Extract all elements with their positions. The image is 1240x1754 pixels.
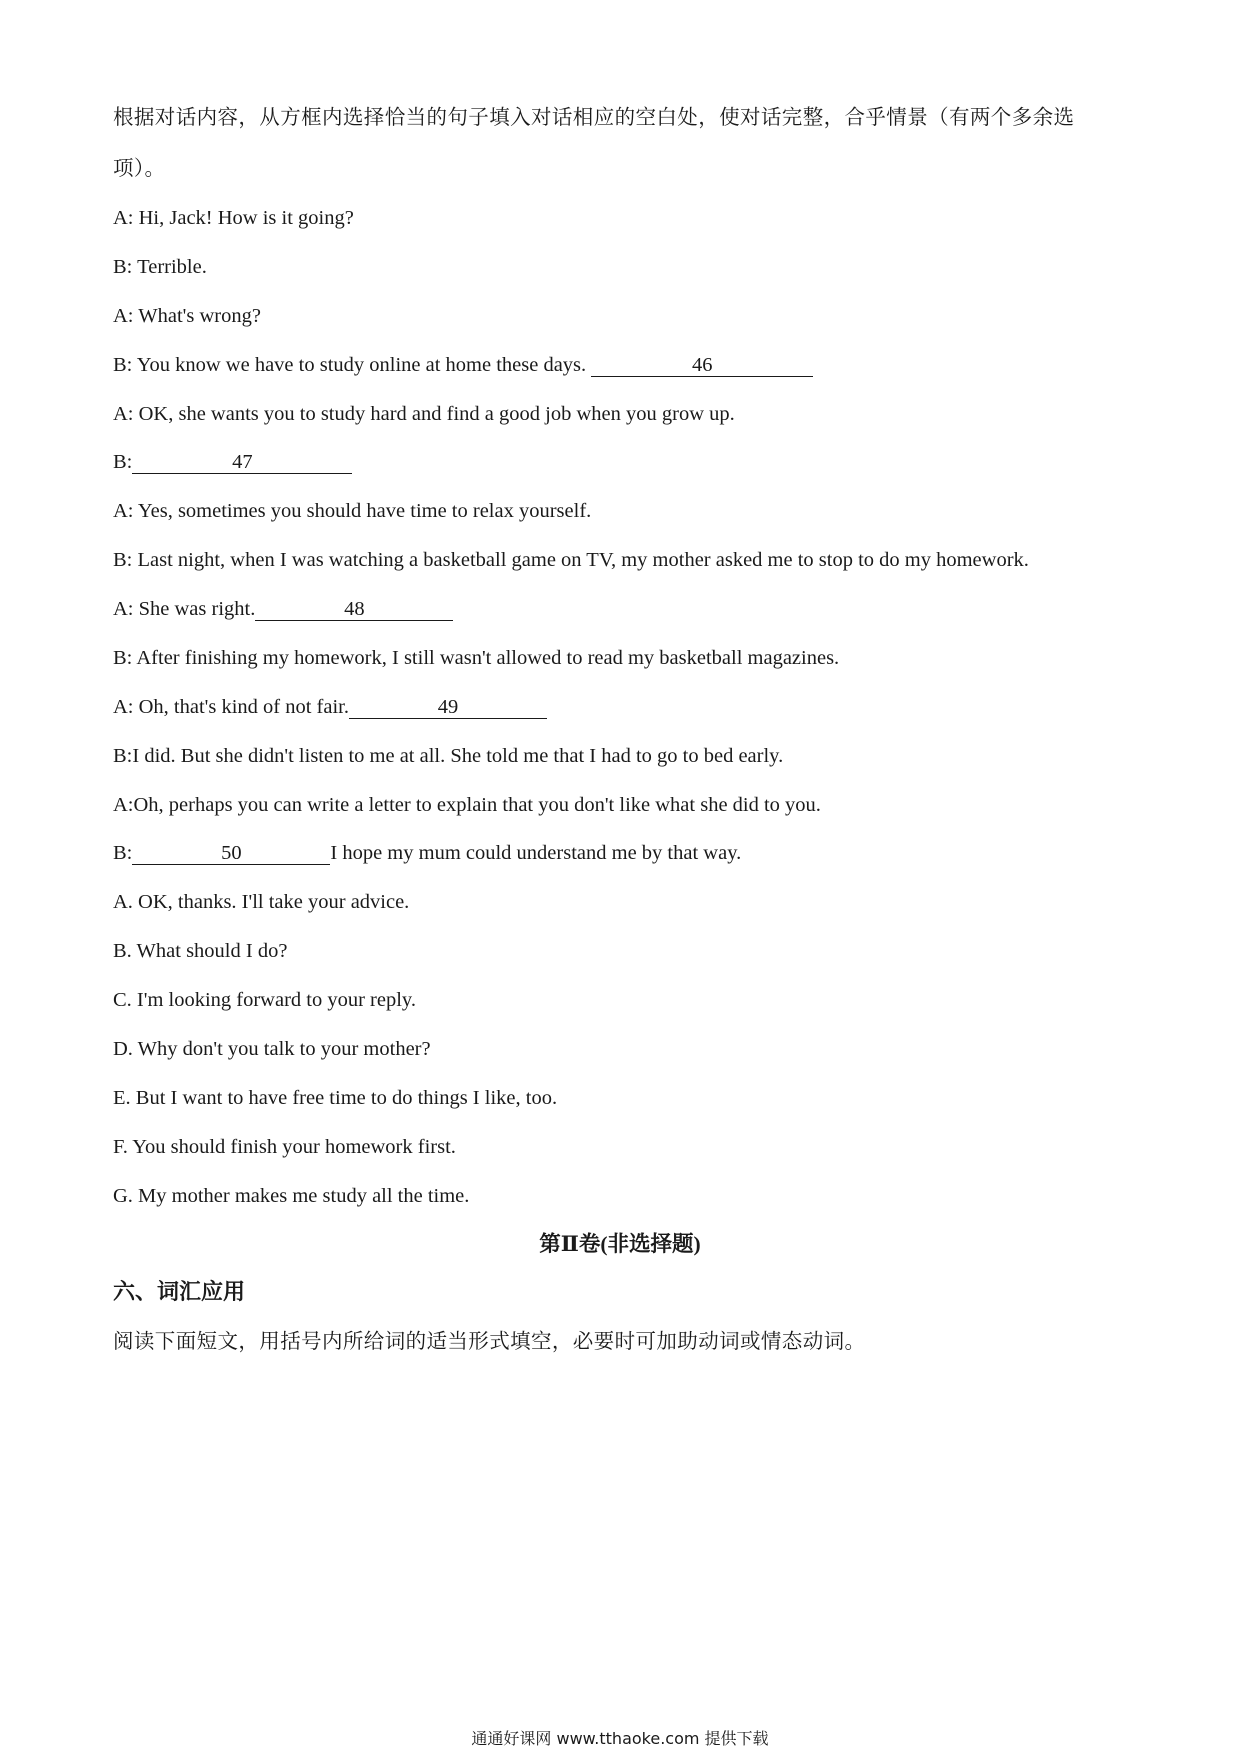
section-title: 六、词汇应用 [113,1280,246,1305]
dialogue-line-4 [113,352,813,378]
option-g: G. My mother makes me study all the time. [113,1185,470,1207]
dialogue-line-6 [113,449,352,475]
dialogue-line-13: A:Oh, perhaps you can write a letter to explain that you don't like what she did to you. [113,794,821,816]
dialogue-text: A: Oh, that's kind of not fair. [113,696,350,718]
dialogue-text: B: [113,451,133,473]
dialogue-line-14 [113,840,741,866]
dialogue-line-10: B: After finishing my homework, I still wasn't allowed to read my basketball magazines. [113,647,840,669]
option-f: F. You should finish your homework first. [113,1136,456,1158]
dialogue-line-5: A: OK, she wants you to study hard and find a good job when you grow up. [113,403,735,425]
blank-46[interactable]: 46 [591,352,813,377]
dialogue-line-1: A: Hi, Jack! How is it going? [113,207,354,229]
instruction-line-2: 项）。 [113,158,166,180]
dialogue-text: I hope my mum could understand me by that way. [330,842,742,864]
option-c: C. I'm looking forward to your reply. [113,989,416,1011]
instruction-line-1: 根据对话内容，从方框内选择恰当的句子填入对话相应的空白处，使对话完整，合乎情景（有两个多余选 [113,107,1075,129]
dialogue-text: A: She was right. [113,598,256,620]
blank-47[interactable]: 47 [132,449,352,474]
option-b: B. What should I do? [113,940,288,962]
option-e: E. But I want to have free time to do things I like, too. [113,1087,558,1109]
blank-50[interactable]: 50 [132,840,330,865]
part-title: 第Ⅱ卷(非选择题) [539,1232,701,1256]
page-footer: 通通好课网 www.tthaoke.com 提供下载 [471,1729,769,1748]
dialogue-line-2: B: Terrible. [113,256,207,278]
blank-48[interactable]: 48 [255,596,453,621]
dialogue-line-12: B:I did. But she didn't listen to me at all. She told me that I had to go to bed early. [113,745,784,767]
option-a: A. OK, thanks. I'll take your advice. [113,891,410,913]
dialogue-text: B: You know we have to study online at home these days. [113,354,592,376]
section-instruction: 阅读下面短文，用括号内所给词的适当形式填空，必要时可加助动词或情态动词。 [113,1331,866,1353]
dialogue-text: B: [113,842,133,864]
blank-49[interactable]: 49 [349,694,547,719]
dialogue-line-9 [113,596,453,622]
dialogue-line-8: B: Last night, when I was watching a basketball game on TV, my mother asked me to stop to do my homework. [113,549,1029,571]
option-d: D. Why don't you talk to your mother? [113,1038,431,1060]
dialogue-line-11 [113,694,547,720]
dialogue-line-3: A: What's wrong? [113,305,261,327]
dialogue-line-7: A: Yes, sometimes you should have time to relax yourself. [113,500,592,522]
